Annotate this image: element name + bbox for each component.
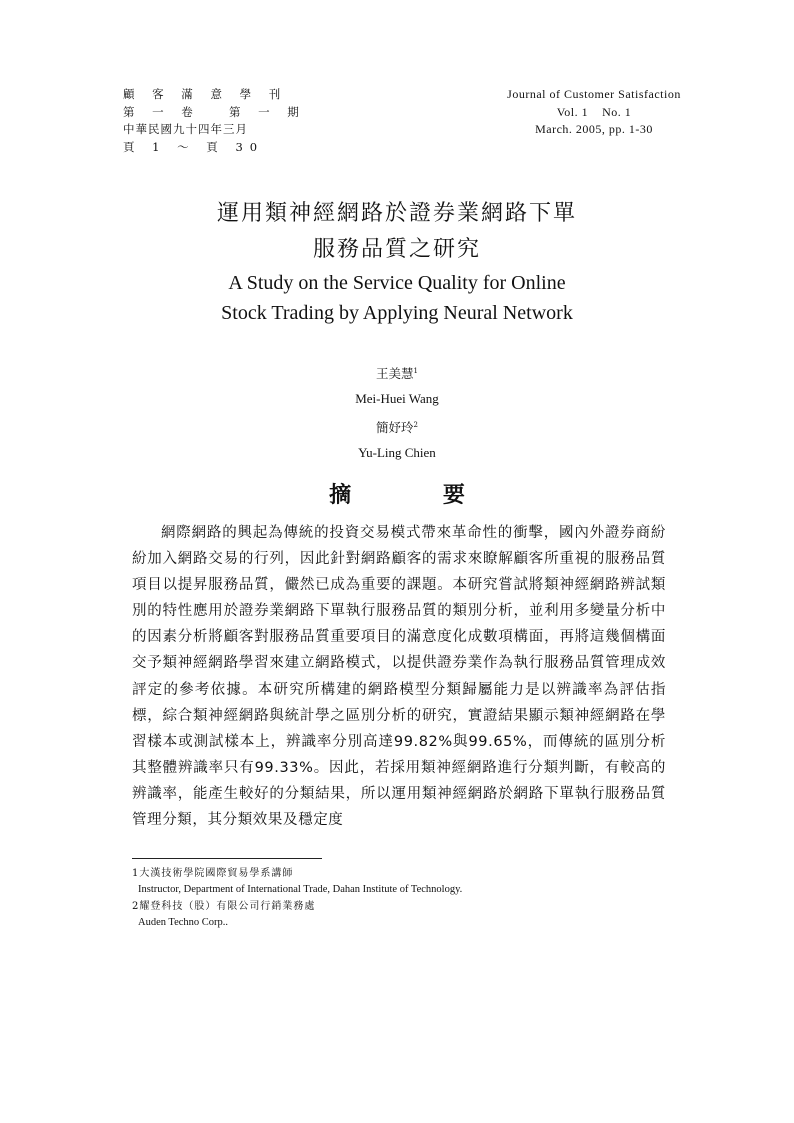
journal-date-zh: 中華民國九十四年三月 bbox=[123, 122, 248, 136]
author-1-footnote-mark: 1 bbox=[413, 366, 418, 375]
title-en-line2: Stock Trading by Applying Neural Network bbox=[221, 302, 573, 324]
footnote-1-en: Instructor, Department of International Trade, Dahan Institute of Technology. bbox=[138, 884, 463, 896]
footnote-2-en: Auden Techno Corp.. bbox=[138, 916, 229, 928]
author-2-en: Yu-Ling Chien bbox=[358, 445, 436, 460]
journal-name-en: Journal of Customer Satisfaction bbox=[507, 87, 681, 101]
title-zh-line2: 服務品質之研究 bbox=[312, 237, 481, 262]
author-1-name-zh: 王美慧 bbox=[376, 366, 414, 381]
footnote-2-zh: 2耀登科技（股）有限公司行銷業務處 bbox=[132, 900, 316, 912]
journal-volume-en: Vol. 1 No. 1 bbox=[556, 104, 632, 119]
footnotes bbox=[132, 866, 462, 931]
title-zh-line1: 運用類神經網路於證券業網路下單 bbox=[216, 201, 577, 226]
footnote-1-zh: 1大漢技術學院國際貿易學系講師 bbox=[132, 868, 294, 879]
journal-header-zh bbox=[123, 86, 306, 156]
footnote-divider bbox=[132, 858, 322, 859]
journal-volume-zh: 第 一 卷 第 一 期 bbox=[123, 104, 306, 119]
journal-date-en: March. 2005, pp. 1-30 bbox=[535, 122, 653, 136]
author-2-footnote-mark: 2 bbox=[413, 420, 418, 429]
journal-name-zh: 顧 客 滿 意 學 刊 bbox=[123, 87, 288, 101]
author-2-name-zh: 簡妤玲 bbox=[376, 420, 414, 435]
author-1-en: Mei-Huei Wang bbox=[355, 391, 439, 406]
author-2-zh bbox=[0, 418, 794, 436]
journal-header-en bbox=[504, 86, 684, 139]
abstract-body: 網際網路的興起為傳統的投資交易模式帶來革命性的衝擊，國內外證券商紛紛加入網路交易的行列，因此針對網路顧客的需求來瞭解顧客所重視的服務品質項目以提昇服務品質，儼然已成為重要的課題。本研究嘗試將類神經網路辨試類別的特性應用於證券業網路下單執行服務品質的類別分析，並利用多變量分析中的因素分析將顧客對服務品質重要項目的滿意度化成數項構面，再將這幾個構面交予類神經網路學習來建立網路模式，以提供證券業作為執行服務品質管理成效評定的參考依據。本研究所構建的網路模型分類歸屬能力是以辨識率為評估指標，綜合類神經網路與統計學之區別分析的研究，實證結果顯示類神經網路在學習樣本或測試樣本上，辨識率分別高達99.82%與99.65%，而傳統的區別分析其整體辨識率只有99.33%。因此，若採用類神經網路進行分類判斷，有較高的辨識率，能產生較好的分類結果，所以運用類神經網路於網路下單執行服務品質管理分類，其分類效果及穩定度 bbox=[132, 525, 666, 829]
author-1-zh bbox=[0, 364, 794, 382]
title-en-line1: A Study on the Service Quality for Online bbox=[228, 272, 566, 294]
journal-pages-zh: 頁 1 ～ 頁 30 bbox=[123, 139, 265, 154]
abstract-heading: 摘 要 bbox=[329, 482, 507, 508]
